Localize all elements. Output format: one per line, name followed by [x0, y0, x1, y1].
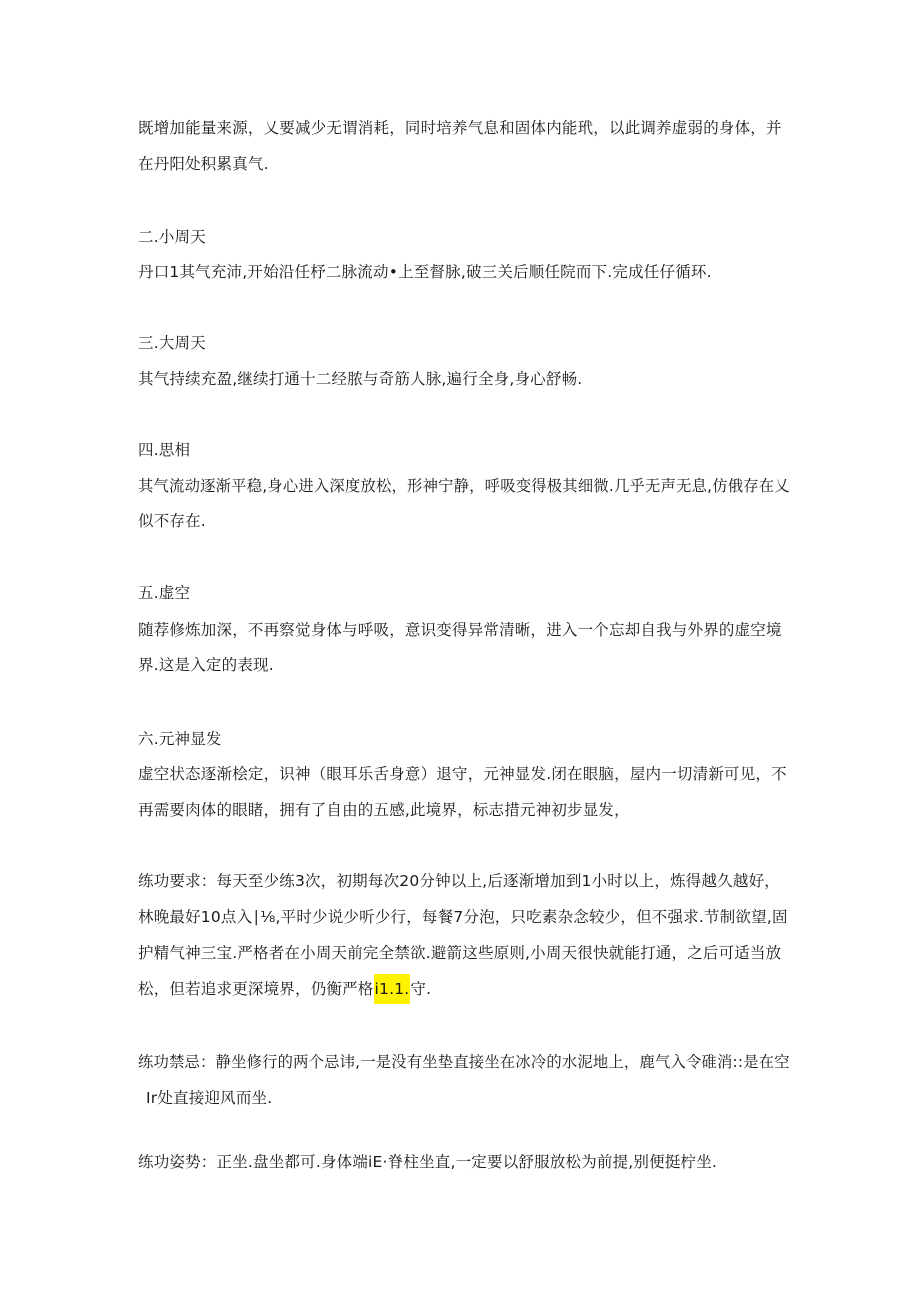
requirements-line-1: 练功要求：每天至少练3次，初期每次20分钟以上,后逐渐增加到1小时以上，炼得越久越好，	[138, 872, 780, 890]
highlighted-text: i1.1.	[374, 974, 411, 1004]
requirements-line-4-start: 松，但若追求更深境界，仍衡严格	[138, 980, 374, 998]
section-heading-yuanshen: 六.元神显发	[138, 730, 222, 748]
requirements-line-2: 林晚最好10点入∣⅛,平时少说少听少行，每餐7分泡，只吃素杂念较少，但不强求.节制欲望,固	[138, 908, 788, 926]
section-sixiang-line-1: 其气流动逐渐平稳,身心进入深度放松，形神宁静，呼吸变得极其细微.几乎无声无息,仿俄存在乂	[138, 477, 790, 495]
section-xukong-line-2: 界.这是入定的表现.	[138, 656, 274, 674]
section-heading-xiao-zhoutian: 二.小周天	[138, 228, 206, 246]
section-heading-da-zhoutian: 三.大周天	[138, 334, 206, 352]
taboos-line-1: 练功禁忌：静坐修行的两个忌讳,一是没有坐垫直接坐在冰冷的水泥地上，鹿气入令碓消::是在空	[138, 1053, 790, 1071]
requirements-line-3: 护精气神三宝.严格者在小周天前完全禁欲.避箭这些原则,小周天很快就能打通，之后可适当放	[138, 944, 782, 962]
section-heading-xukong: 五.虚空	[138, 584, 191, 602]
section-da-zhoutian-text: 其气持续充盈,继续打通十二经脓与奇筋人脉,遍行全身,身心舒畅.	[138, 370, 583, 388]
intro-line-2: 在丹阳处积累真气.	[138, 155, 269, 173]
section-sixiang-line-2: 似不存在.	[138, 512, 206, 530]
section-heading-sixiang: 四.思相	[138, 441, 191, 459]
requirements-line-4-end: 守.	[410, 980, 432, 998]
section-yuanshen-line-2: 再需要肉体的眼睹，拥有了自由的五感,此境界，标志措元神初步显发，	[138, 801, 630, 819]
posture-line-1: 练功姿势：正坐.盘坐都可.身体端iE·脊柱坐直,一定要以舒服放松为前提,别便挺柠坐.	[138, 1153, 718, 1171]
section-xiao-zhoutian-text: 丹口1其气充沛,开始沿任杼二脉流动•上至督脉,破三关后顺任院而下.完成任仔循环.	[138, 263, 712, 281]
section-xukong-line-1: 随荐修炼加深，不再察觉身体与呼吸，意识变得异常清晰，进入一个忘却自我与外界的虚空境	[138, 621, 782, 639]
intro-line-1: 既增加能量来源，乂要减少无谓消耗，同时培养气息和固体内能玳，以此调养虚弱的身体，并	[138, 119, 782, 137]
section-yuanshen-line-1: 虚空状态逐渐桧定，识神（眼耳乐舌身意）退守，元神显发.闭在眼脑，屋内一切清新可见，不	[138, 765, 787, 783]
requirements-line-4	[138, 979, 431, 999]
taboos-line-2: Ir处直接迎风而坐.	[146, 1089, 273, 1107]
